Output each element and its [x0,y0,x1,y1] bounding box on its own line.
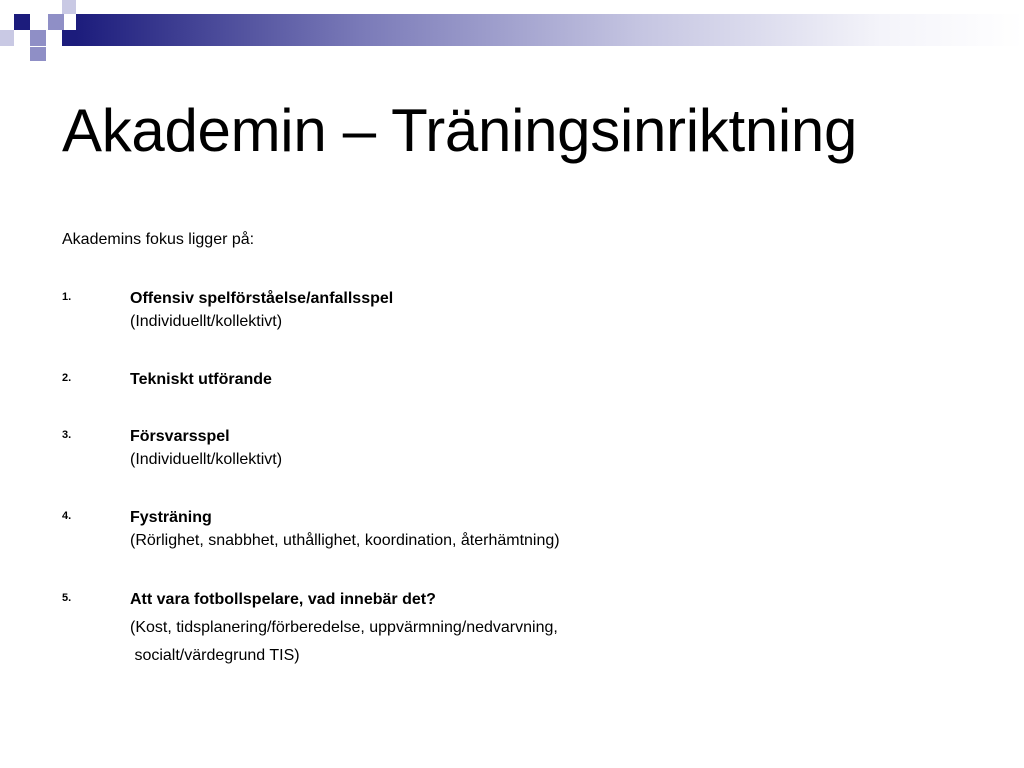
decorative-square [14,14,30,30]
slide-title: Akademin – Träningsinriktning [62,97,858,164]
decorative-square [30,47,46,61]
list-number: 3. [62,429,72,441]
list-number: 4. [62,510,72,522]
list-number: 1. [62,291,72,303]
list-number: 5. [62,592,72,604]
decorative-square [0,30,14,46]
list-item-detail-line: socialt/värdegrund TIS) [130,647,300,664]
list-item-heading: Att vara fotbollspelare, vad innebär det? [130,591,436,608]
list-number: 2. [62,372,72,384]
list-item-heading: Tekniskt utförande [130,371,272,388]
list-item-detail-line: (Kost, tidsplanering/förberedelse, uppvärmning/nedvarvning, [130,619,558,636]
intro-text: Akademins fokus ligger på: [62,231,255,248]
list-item-heading: Försvarsspel [130,428,230,445]
list-item-detail: (Individuellt/kollektivt) [130,313,283,330]
list-item-detail: (Individuellt/kollektivt) [130,451,283,468]
decorative-square [62,0,76,14]
decorative-square [48,14,64,30]
list-item-detail: (Rörlighet, snabbhet, uthållighet, koordination, återhämtning) [130,532,560,549]
list-item-heading: Fysträning [130,509,212,526]
decorative-square [62,30,76,46]
decorative-square [30,30,46,46]
list-item-heading: Offensiv spelförståelse/anfallsspel [130,290,394,307]
header-gradient-bar [76,14,1024,46]
